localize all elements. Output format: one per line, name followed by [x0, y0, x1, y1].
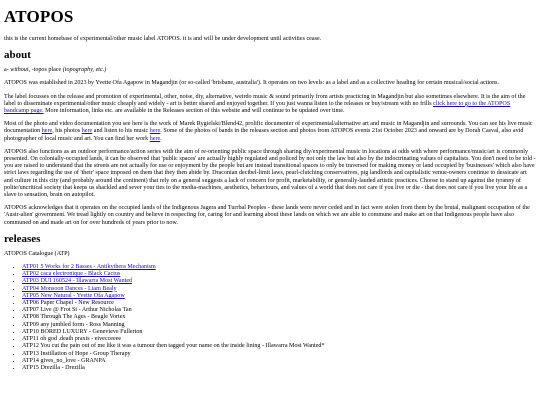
list-item: • ATP11 oh god .death praxis - eivecceeee: [22, 336, 536, 343]
p3-d: . Some of the photos of bands in the releases section and photos from ATOPOS events 21st October 2023 and onward are by Dorah Casval, also avid photographer of local music and art. You can find her work: [4, 128, 524, 142]
about-heading: about: [4, 49, 31, 62]
list-item: [22, 278, 536, 285]
about-paragraph-1: ATOPOS was established in 2023 by Yvette Ofa Agapow in Magandjin (or so-called 'brisbane, australia'). It operates on two levels: as a label and as a collective heading for certain musical/social actions.: [4, 80, 500, 87]
release-link[interactable]: ATP02 caca electronique - Black Cactus: [22, 271, 121, 278]
p3-a: Most of the photo and video documentation you see here is the work of Marek Rygielski/Blend42, prolific documenter of experimental/alternative art and music in Magandjin and surrounds. You can see his live music documentation: [4, 121, 533, 135]
release-link[interactable]: ATP05 New Natural - Yvette Ofa Agapow: [22, 292, 125, 299]
list-item: • ATP10 BORED LUXURY - Genevieve Fullerton: [22, 329, 536, 336]
etym-topos: , -topos place: [28, 67, 62, 74]
release-list: [4, 264, 536, 372]
etym-without: without: [10, 67, 29, 74]
p3-e: .: [160, 135, 162, 142]
list-item: • ATP08 Through The Ages - Beagle Vortex: [22, 314, 536, 321]
live-docs-link[interactable]: here: [41, 128, 53, 135]
p3-b: , his photos: [52, 128, 81, 135]
about-paragraph-3: [4, 121, 536, 143]
release-link[interactable]: ATP01 5 Works for 2 Basses - Antikythera Mechanism: [22, 264, 156, 271]
about-paragraph-2: [4, 94, 536, 116]
about-paragraph-5: ATOPOS acknowledges that it operates on the occupied lands of the Indigenous Jagera and Turrbal Peoples - these lands were never ceded and in fact were stolen from them by the brutal, malignant occupation of the 'Austr-alien' government. We tread lightly on country and believe in respecting for, caring for and learning about these lands on which we are able to commune and make art on that Indigenous people have also communed on and made art on for over hundreds of years prior to now.: [4, 205, 530, 226]
list-item: • ATP09 any jumbled form - Ross Manning: [22, 322, 536, 329]
etymology: [4, 67, 536, 74]
dorah-link[interactable]: here: [149, 135, 161, 142]
releases-heading: releases: [4, 232, 41, 245]
list-item: [22, 286, 536, 293]
bandcamp-link[interactable]: click here to go to the ATOPOS bandcamp page.: [4, 100, 511, 115]
music-link[interactable]: here: [149, 128, 161, 135]
etym-a: a-: [4, 67, 9, 74]
list-item: [22, 264, 536, 271]
photos-link[interactable]: here: [81, 128, 93, 135]
catalogue-title: ATOPOS Catalogue (ATP): [4, 250, 70, 257]
p2-pre: The label focusses on the release and promotion of experimental, other, noise, diy, alternative, weirdo music & sound primarily from artists practicing in Magandjin but also sometimes elsewhere. It is the aim of the label to disseminate experimental/other music cheaply and widely - art is better shared and enjoyed together. If you just wanna listen to the releases or buy/stream with no frills: [4, 93, 526, 107]
p2-post: More information, links etc. are available in the Releases section of this website and will continue to be updated over time.: [45, 108, 345, 115]
site-intro: this is the current homebase of experimental/other music label ATOPOS. it is and will be under development until activities cease.: [4, 36, 322, 42]
site-title: ATOPOS: [4, 7, 74, 26]
list-item: • ATP15 Drezilla - Drezilla: [22, 365, 536, 372]
list-item: [22, 271, 536, 278]
etym-paren: (topography, etc.): [62, 67, 107, 74]
about-paragraph-4: ATOPOS also functions as an outdoor performance/action series with the aim of re-orienting public space through sharing diy/experimental music in locations at odds with where performance/music/art is commonly presented. On colonially-occupied lands, it can be observed that 'public spaces' are actually highly regulated and policed by not only the law but also by the indoctrinating values of capitalists. You don't need to be told - you are raised to understand that the streets are not actually for use or enjoyment by the people but are instead transitional spaces to only be traversed for making money or land occupied by 'businesses' which also have strict laws regarding the use of 'their' space imposed on them that they then abide by. Draconian decibel-limit laws, pearl-clutching conservatives, pig landlords and capitalistic venue-owners continue to dessicate art and culture in this city (and probably around the continent) that rely on a general suggests a lack of concern for profit, marketability, or generally-lauded artistic practices. Choose to stand up against the tyranny of polite/uncritical society that keeps us shackled and sever your ties to the media-machines, aesthetics, behaviours, and values of a world that does not care if you live or die - that does not care if you live your life as a slave to sensation, brain on autopilot.: [4, 148, 536, 199]
list-item: • ATP13 Instillation of Hope - Group Therapy: [22, 351, 536, 358]
list-item: • ATP12 You cut the pain out of me like it was a tumour then tagged your name on the inside lining - Illawarra Most Wanted*: [22, 343, 536, 350]
list-item: [22, 293, 536, 300]
list-item: • ATP07 Live @ Frot St - Arthur Nicholas Tan: [22, 307, 536, 314]
p3-c: and listen to his music: [93, 128, 149, 135]
list-item: • ATP06 Paper Chapel - New Resource: [22, 300, 536, 307]
release-link[interactable]: ATP03 DUI 160524 - Illawarra Most Wanted: [22, 278, 133, 285]
list-item: • ATP14 gives_no_love - GRANPA: [22, 358, 536, 365]
release-link[interactable]: ATP04 Monsoon Dances - Liam Bealy: [22, 285, 117, 292]
